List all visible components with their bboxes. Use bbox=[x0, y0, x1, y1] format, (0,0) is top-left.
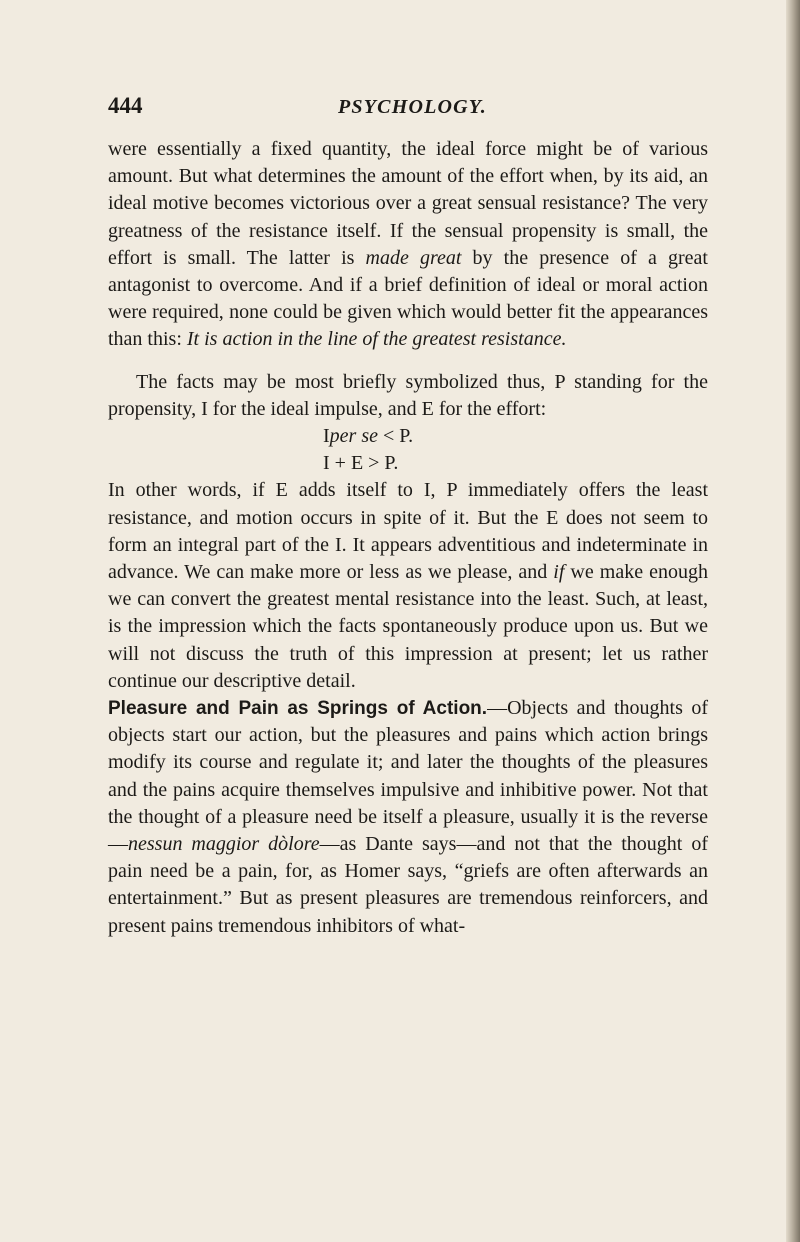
section-heading: Pleasure and Pain as Springs of Action. bbox=[108, 698, 488, 720]
running-head: PSYCHOLOGY. bbox=[338, 96, 487, 118]
formula-1-i: I bbox=[323, 425, 330, 448]
para3-text-b: we make enough we can convert the greatest mental resistance into the least. Such, at least, is the impression which the facts spontaneously produce upon us. But we will not discuss the truth of this impression at present; let us rather continue our descriptive detail. bbox=[108, 561, 708, 692]
formula-2: I + E > P. bbox=[323, 452, 399, 475]
para1-italic-made-great: made great bbox=[365, 246, 462, 269]
formula-block bbox=[108, 423, 708, 477]
paragraph-1 bbox=[108, 136, 708, 354]
para4-italic-dante: nessun maggior dòlore bbox=[128, 833, 320, 856]
formula-1-rest: < P. bbox=[378, 425, 414, 448]
page-edge-shadow bbox=[786, 0, 800, 1242]
body-text bbox=[108, 136, 708, 940]
formula-1-per-se: per se bbox=[329, 425, 378, 448]
para1-text-b: by the presence of a great antagonist to overcome. And if a brief definition of ideal or moral action were required, none could be given which would better fit the appearances than this: bbox=[108, 246, 708, 351]
para1-text-a: were essentially a fixed quantity, the ideal force might be of various amount. But what determines the amount of the effort when, by its aid, an ideal motive becomes victorious over a great sensual resistance? The very greatness of the resistance itself. If the sensual propensity is small, the effort is small. The latter is bbox=[108, 138, 708, 269]
paragraph-2 bbox=[108, 369, 708, 423]
para2-text: The facts may be most briefly symbolized thus, P standing for the propensity, I for the ideal impulse, and E for the effort: bbox=[108, 370, 708, 420]
para1-italic-definition: It is action in the line of the greatest resistance. bbox=[186, 328, 567, 351]
para4-text-b: —as Dante says—and not that the thought of pain need be a pain, for, as Homer says, “griefs are often afterwards an entertainment.” But as present pleasures are tremendous reinforcers, and present pains tremendous inhibitors of what- bbox=[108, 833, 708, 937]
paragraph-4 bbox=[108, 695, 708, 940]
paragraph-3 bbox=[108, 477, 708, 695]
para3-text-a: In other words, if E adds itself to I, P immediately offers the least resistance, and motion occurs in spite of it. But the E does not seem to form an integral part of the I. It appears adventitious and indeterminate in advance. We can make more or less as we please, and bbox=[108, 479, 708, 584]
para4-text-a: —Objects and thoughts of objects start our action, but the pleasures and pains which action brings modify its course and regulate it; and later the thoughts of the pleasures and the pains acquire themselves impulsive and inhibitive power. Not that the thought of a pleasure need be itself a pleasure, usually it is the reverse— bbox=[108, 697, 709, 856]
formula-1 bbox=[323, 423, 708, 450]
para3-italic-if: if bbox=[553, 561, 565, 584]
page-number: 444 bbox=[108, 93, 143, 118]
page-header bbox=[108, 93, 708, 127]
